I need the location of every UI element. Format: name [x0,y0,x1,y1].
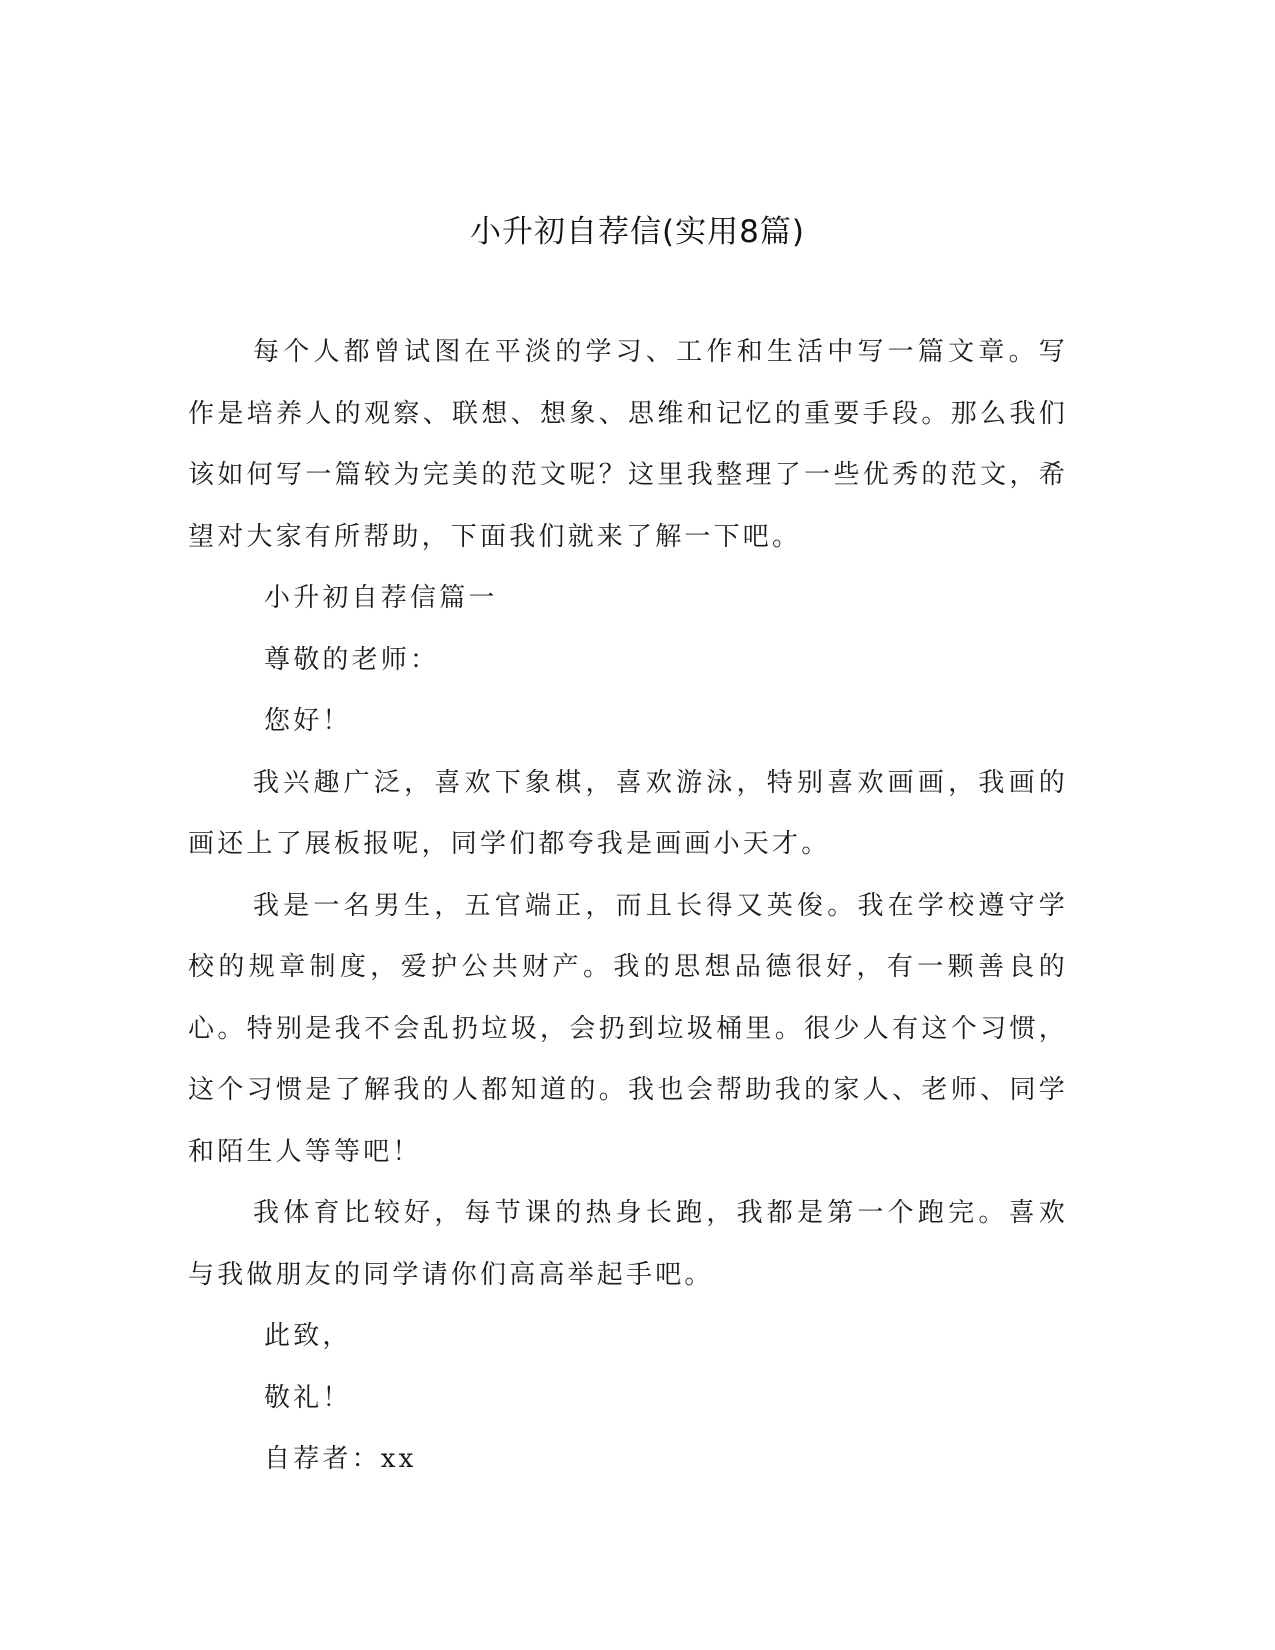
sports-paragraph: 我体育比较好，每节课的热身长跑，我都是第一个跑完。喜欢与我做朋友的同学请你们高高举起手吧。 [188,1198,1068,1290]
signature-line: 自荐者：xx [264,1444,417,1474]
regards-line: 敬礼！ [264,1382,352,1413]
salutation: 尊敬的老师： [264,644,440,675]
intro-paragraph: 每个人都曾试图在平淡的学习、工作和生活中写一篇文章。写作是培养人的观察、联想、想象、思维和记忆的重要手段。那么我们该如何写一篇较为完美的范文呢？这里我整理了一些优秀的范文，希望对大家有所帮助，下面我们就来了解一下吧。 [188,337,1068,552]
section-heading: 小升初自荐信篇一 [264,583,498,613]
greeting: 您好！ [264,706,352,736]
document-title: 小升初自荐信(实用8篇) [470,214,805,250]
hobbies-paragraph: 我兴趣广泛，喜欢下象棋，喜欢游泳，特别喜欢画画，我画的画还上了展板报呢，同学们都夸我是画画小天才。 [188,767,1068,859]
document-body [188,322,1068,1491]
character-paragraph: 我是一名男生，五官端正，而且长得又英俊。我在学校遵守学校的规章制度，爱护公共财产。我的思想品德很好，有一颗善良的心。特别是我不会乱扔垃圾，会扔到垃圾桶里。很少人有这个习惯，这个习惯是了解我的人都知道的。我也会帮助我的家人、老师、同学和陌生人等等吧！ [188,890,1068,1167]
closing-line: 此致， [264,1321,352,1351]
